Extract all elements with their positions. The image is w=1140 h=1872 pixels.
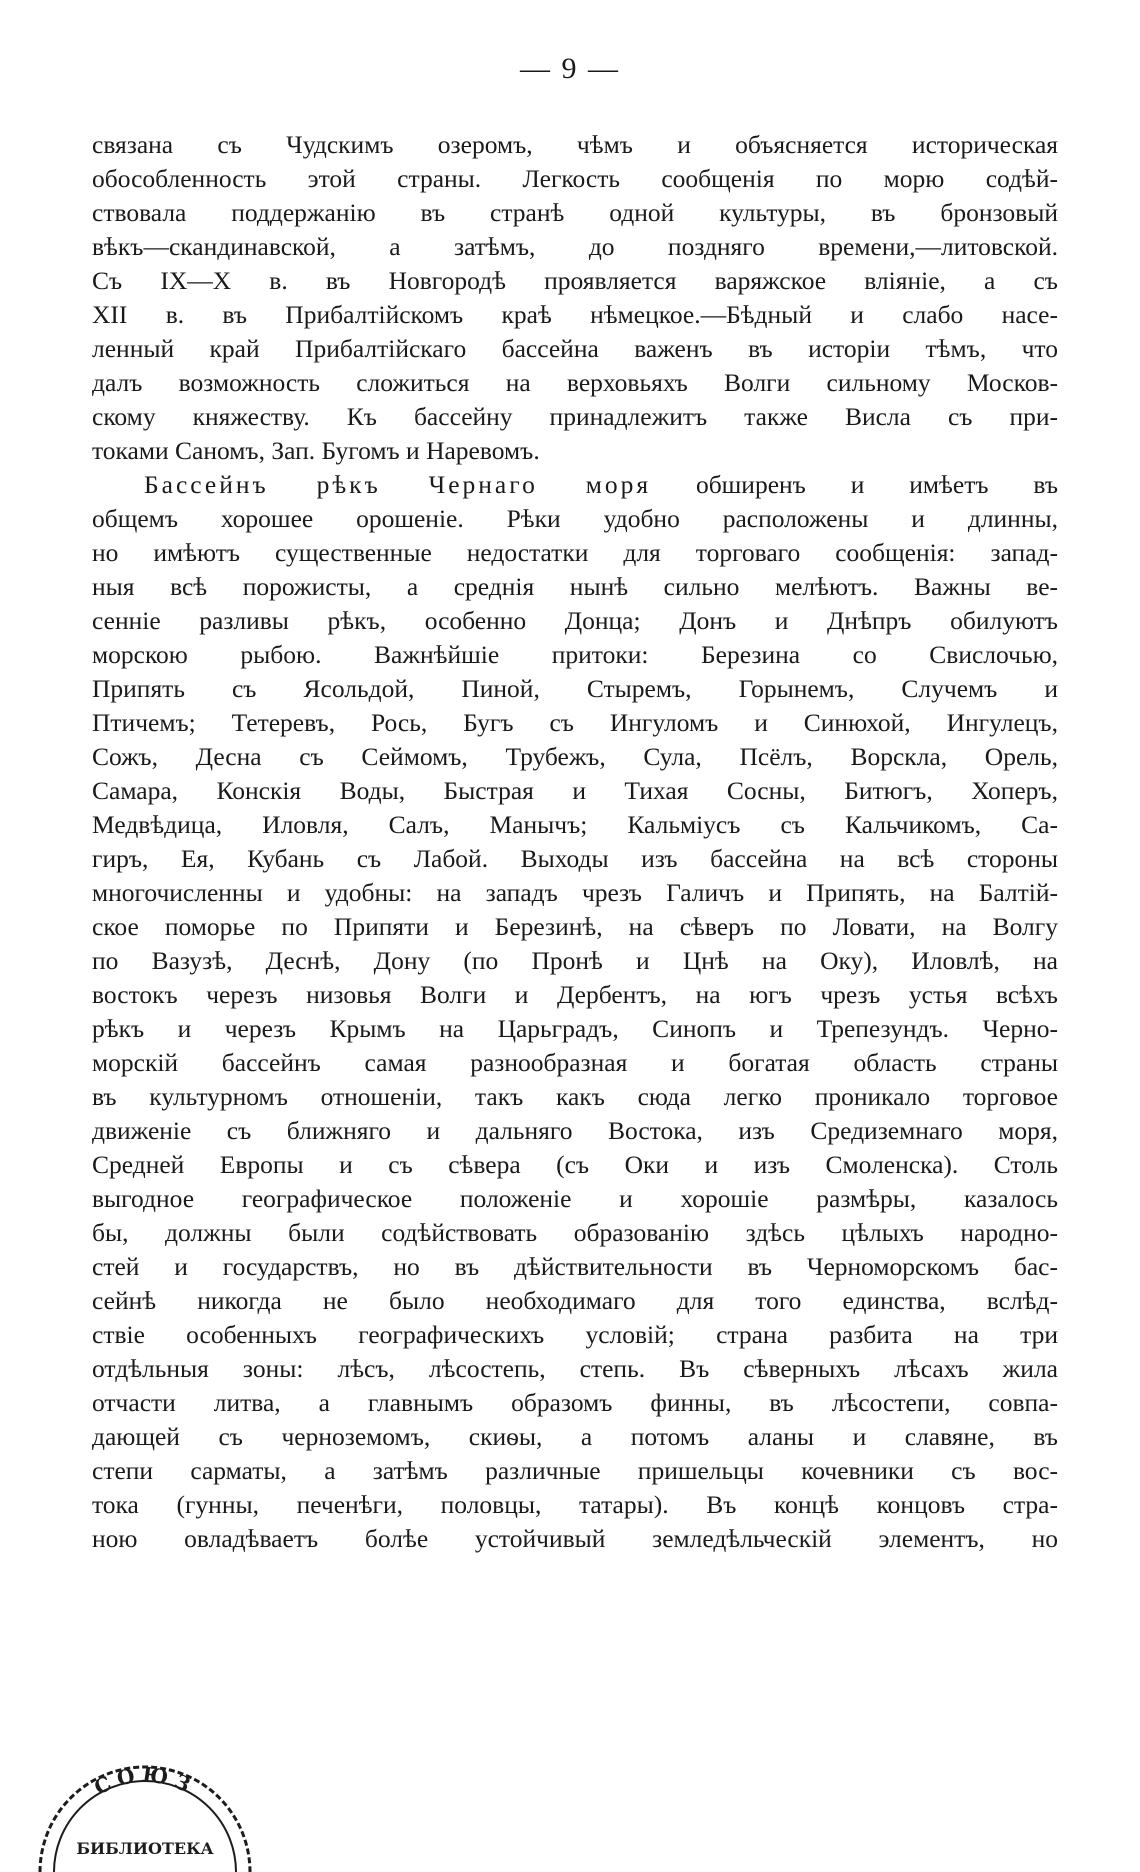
text-line: по Вазузѣ, Деснѣ, Дону (по Пронѣ и Цнѣ на Оку), Иловлѣ, на	[92, 946, 1058, 975]
stamp-subtext: БИБЛИОТЕКА	[76, 1839, 214, 1858]
text-line: рѣкъ и черезъ Крымъ на Царьградъ, Синопъ и Трепезундъ. Черно-	[92, 1014, 1058, 1043]
text-line: гиръ, Ея, Кубань съ Лабой. Выходы изъ бассейна на всѣ стороны	[92, 844, 1058, 873]
text-line: Съ IX—X в. въ Новгородѣ проявляется варяжское вліяніе, а съ	[92, 266, 1058, 295]
paragraph-first-line	[92, 468, 1058, 502]
text-line: токами Саномъ, Зап. Бугомъ и Наревомъ.	[92, 436, 540, 465]
text-line: востокъ черезъ низовья Волги и Дербентъ, на югъ чрезъ устья всѣхъ	[92, 980, 1058, 1009]
body-text	[92, 128, 1058, 1556]
text-line: связана съ Чудскимъ озеромъ, чѣмъ и объясняется историческая	[92, 130, 1058, 159]
text-line: многочисленны и удобны: на западъ чрезъ Галичъ и Припять, на Балтій-	[92, 878, 1058, 907]
text-line: ныя всѣ порожисты, а среднія нынѣ сильно мелѣютъ. Важны ве-	[92, 572, 1058, 601]
text-line: сейнѣ никогда не было необходимаго для того единства, вслѣд-	[92, 1286, 1058, 1315]
text-line: Припять съ Ясольдой, Пиной, Стыремъ, Горынемъ, Случемъ и	[92, 674, 1058, 703]
text-line: Сожъ, Десна съ Сеймомъ, Трубежъ, Сула, Псёлъ, Ворскла, Орель,	[92, 742, 1058, 771]
text-line: сенніе разливы рѣкъ, особенно Донца; Донъ и Днѣпръ обилуютъ	[92, 606, 1058, 635]
section-heading: Бассейнъ рѣкъ Чернаго моря	[144, 470, 652, 499]
text-line: морскій бассейнъ самая разнообразная и богатая область страны	[92, 1048, 1058, 1077]
text-line: ною овладѣваетъ болѣе устойчивый земледѣльческій элементъ, но	[92, 1524, 1058, 1553]
text-line: ствіе особенныхъ географическихъ условій; страна разбита на три	[92, 1320, 1058, 1349]
text-line: далъ возможность сложиться на верховьяхъ Волги сильному Москов-	[92, 368, 1058, 397]
text-line: Птичемъ; Тетеревъ, Рось, Бугъ съ Ингуломъ и Синюхой, Ингулецъ,	[92, 708, 1058, 737]
page-number: — 9 —	[520, 52, 620, 85]
text-line: морскою рыбою. Важнѣйшіе притоки: Березина со Свислочью,	[92, 640, 1058, 669]
text-line: степи сарматы, а затѣмъ различные пришельцы кочевники съ вос-	[92, 1456, 1058, 1485]
library-stamp-icon	[30, 1742, 260, 1872]
text-line: XII в. въ Прибалтійскомъ краѣ нѣмецкое.—Бѣдный и слабо насе-	[92, 300, 1058, 329]
text-line: дающей съ черноземомъ, скиѳы, а потомъ аланы и славяне, въ	[92, 1422, 1058, 1451]
text-line: отдѣльныя зоны: лѣсъ, лѣсостепь, степь. Въ сѣверныхъ лѣсахъ жила	[92, 1354, 1058, 1383]
text-line: отчасти литва, а главнымъ образомъ финны, въ лѣсостепи, совпа-	[92, 1388, 1058, 1417]
text-line: въ культурномъ отношеніи, такъ какъ сюда легко проникало торговое	[92, 1082, 1058, 1111]
text-line: ское поморье по Припяти и Березинѣ, на сѣверъ по Ловати, на Волгу	[92, 912, 1058, 941]
text-line: тока (гунны, печенѣги, половцы, татары). Въ концѣ концовъ стра-	[92, 1490, 1058, 1519]
text-line: стей и государствъ, но въ дѣйствительности въ Черноморскомъ бас-	[92, 1252, 1058, 1281]
text-line: Средней Европы и съ сѣвера (съ Оки и изъ Смоленска). Столь	[92, 1150, 1058, 1179]
text-line: скому княжеству. Къ бассейну принадлежитъ также Висла съ при-	[92, 402, 1058, 431]
text-line: бы, должны были содѣйствовать образованію здѣсь цѣлыхъ народно-	[92, 1218, 1058, 1247]
text-line: выгодное географическое положеніе и хорошіе размѣры, казалось	[92, 1184, 1058, 1213]
text-line: общемъ хорошее орошеніе. Рѣки удобно расположены и длинны,	[92, 504, 1058, 533]
stamp-text: СОЮЗ	[90, 1761, 200, 1800]
text-line: но имѣютъ существенные недостатки для торговаго сообщенія: запад-	[92, 538, 1058, 567]
text-span: обширенъ и имѣетъ въ	[651, 470, 1058, 499]
svg-text:СОЮЗ	[90, 1762, 199, 1800]
text-line: ствовала поддержанію въ странѣ одной культуры, въ бронзовый	[92, 198, 1058, 227]
text-line: ленный край Прибалтійскаго бассейна важенъ въ исторіи тѣмъ, что	[92, 334, 1058, 363]
text-line: Медвѣдица, Иловля, Салъ, Манычъ; Кальміусъ съ Кальчикомъ, Са-	[92, 810, 1058, 839]
text-line: Самара, Конскія Воды, Быстрая и Тихая Сосны, Битюгъ, Хоперъ,	[92, 776, 1058, 805]
text-line: движеніе съ ближняго и дальняго Востока, изъ Средиземнаго моря,	[92, 1116, 1058, 1145]
text-line: обособленность этой страны. Легкость сообщенія по морю содѣй-	[92, 164, 1058, 193]
text-line: вѣкъ—скандинавской, а затѣмъ, до поздняго времени,—литовской.	[92, 232, 1058, 261]
